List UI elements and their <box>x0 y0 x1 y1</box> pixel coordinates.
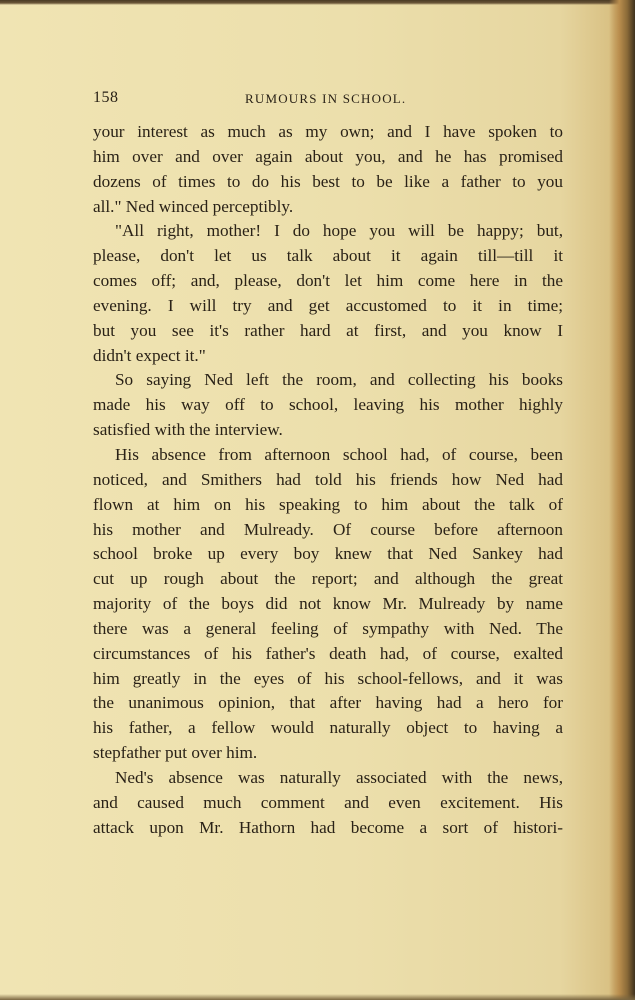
text-line: dozens of times to do his best to be like a father to you <box>93 171 563 191</box>
running-title: RUMOURS IN SCHOOL. <box>245 91 407 106</box>
paragraph-5 <box>93 766 563 841</box>
text-line: please, don't let us talk about it again till—till it <box>93 246 563 266</box>
text-line: all." Ned winced perceptibly. <box>93 196 294 216</box>
text-line: and caused much comment and even excitement. His <box>93 792 563 812</box>
text-line: comes off; and, please, don't let him come here in the <box>93 271 563 291</box>
text-line: attack upon Mr. Hathorn had become a sort of histori- <box>93 817 563 837</box>
paragraph-3 <box>93 368 563 443</box>
text-line: his mother and Mulready. Of course before afternoon <box>93 519 563 539</box>
text-line: circumstances of his father's death had, of course, exalted <box>93 643 563 663</box>
text-line: flown at him on his speaking to him about the talk of <box>93 494 563 514</box>
paragraph-4 <box>93 443 563 766</box>
text-line: there was a general feeling of sympathy with Ned. The <box>93 618 563 638</box>
text-line: majority of the boys did not know Mr. Mulready by name <box>93 594 563 614</box>
text-line: evening. I will try and get accustomed to it in time; <box>93 295 563 315</box>
page-number: 158 <box>93 89 119 106</box>
text-line: So saying Ned left the room, and collecting his books <box>115 370 563 390</box>
text-line: school broke up every boy knew that Ned Sankey had <box>93 544 563 564</box>
text-line: His absence from afternoon school had, of course, been <box>115 444 563 464</box>
paragraph-1 <box>93 120 563 219</box>
text-line: noticed, and Smithers had told his friends how Ned had <box>93 469 563 489</box>
text-line: the unanimous opinion, that after having had a hero for <box>93 693 563 713</box>
body-text <box>93 120 563 840</box>
text-line: didn't expect it." <box>93 345 206 365</box>
page-bottom-edge <box>0 994 635 1000</box>
text-line: made his way off to school, leaving his mother highly <box>93 395 563 415</box>
page-top-edge <box>0 0 635 5</box>
text-line: him greatly in the eyes of his school-fellows, and it was <box>93 668 563 688</box>
text-line: "All right, mother! I do hope you will be happy; but, <box>115 221 563 241</box>
page-binding-edge <box>609 0 635 1000</box>
text-line: your interest as much as my own; and I have spoken to <box>93 122 563 141</box>
text-line: cut up rough about the report; and although the great <box>93 569 563 589</box>
paragraph-2 <box>93 219 563 368</box>
text-line: satisfied with the interview. <box>93 420 283 440</box>
text-line: but you see it's rather hard at first, and you know I <box>93 320 563 340</box>
text-line: Ned's absence was naturally associated with the news, <box>115 767 563 787</box>
text-line: him over and over again about you, and he has promised <box>93 146 563 166</box>
text-line: his father, a fellow would naturally object to having a <box>93 718 563 738</box>
text-line: stepfather put over him. <box>93 743 258 763</box>
running-head <box>93 89 563 109</box>
